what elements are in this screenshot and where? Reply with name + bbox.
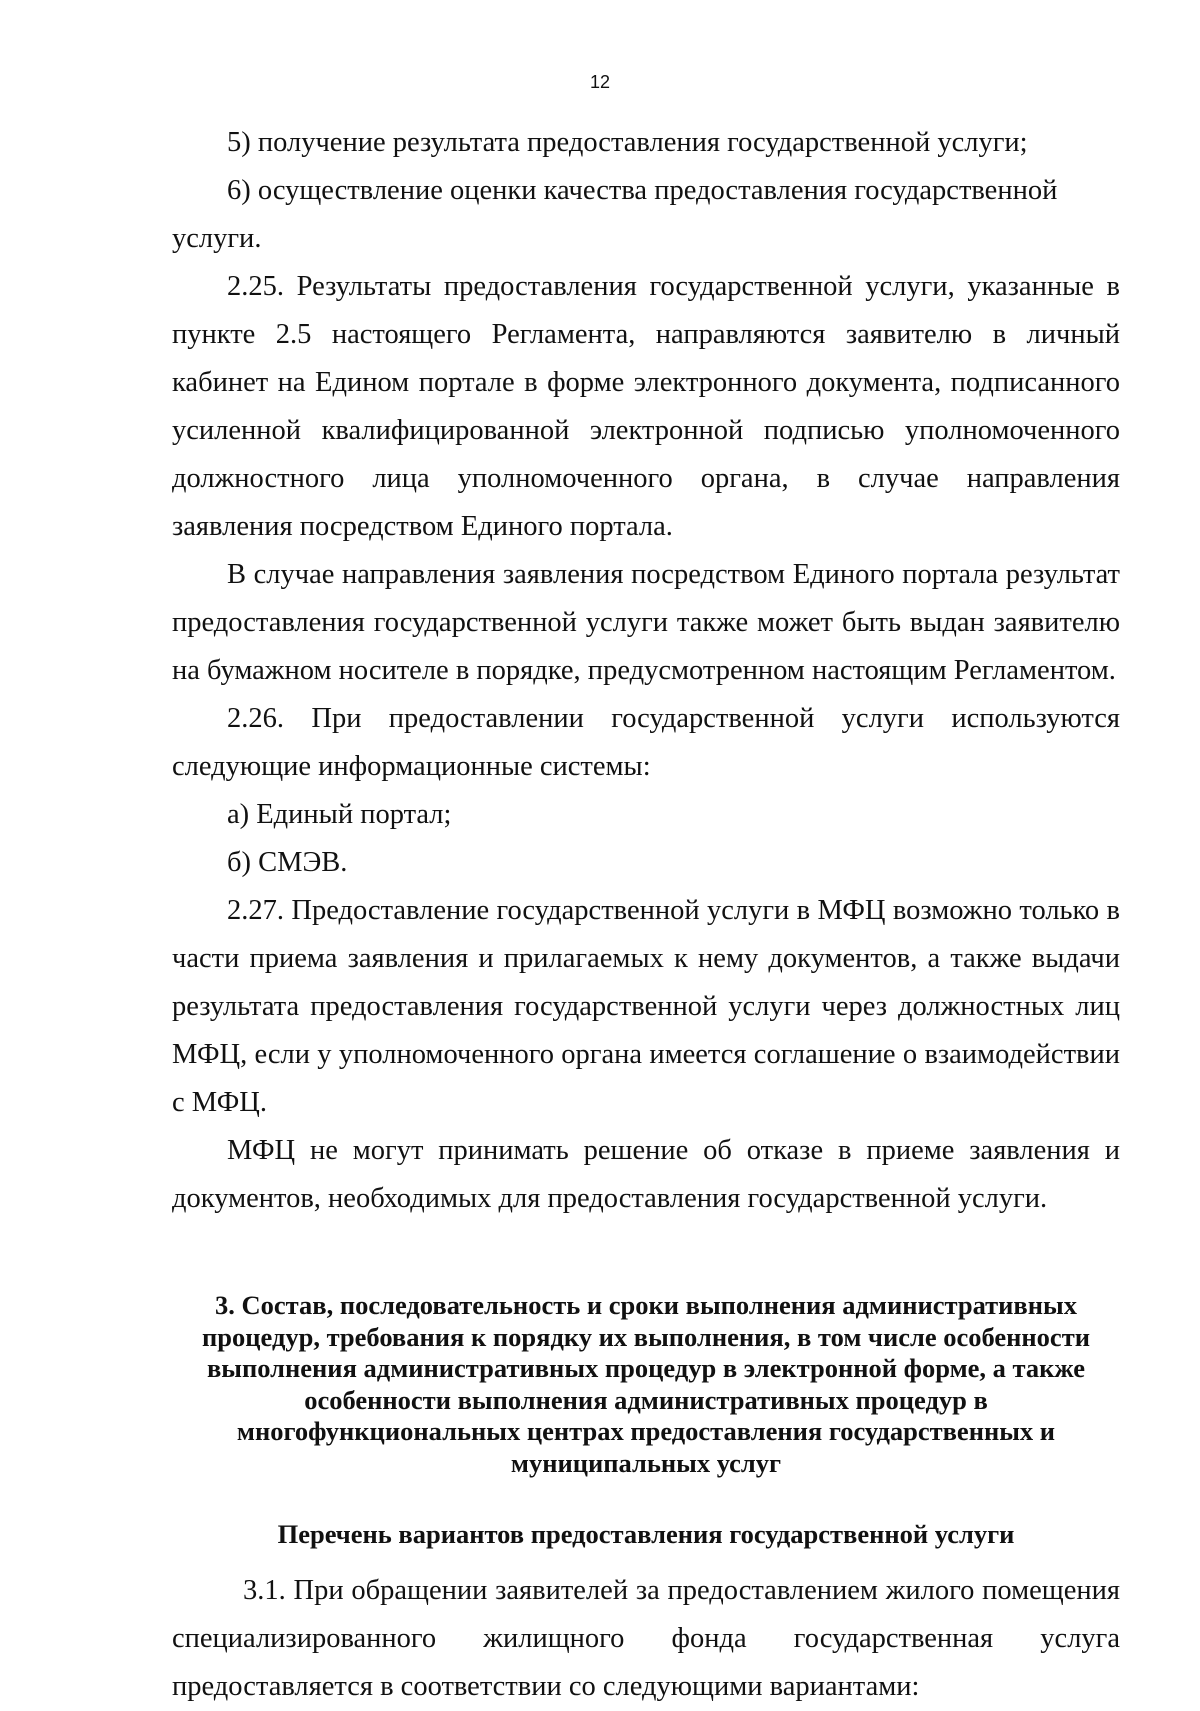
section-heading: 3. Состав, последовательность и сроки выполнения административных процедур, требования к порядку их выполнения, в том числе особенности выполнения административных процедур в электронной форме, а также особенности выполнения административных процедур в многофункциональных центрах предоставления государственных и муниципальных услуг [202, 1290, 1090, 1478]
section-3-body [172, 1567, 1120, 1711]
document-body [172, 119, 1120, 1711]
paragraph-2-26: 2.26. При предоставлении государственной услуги используются следующие информационные системы: [172, 703, 1120, 782]
subsection-heading: Перечень вариантов предоставления государственной услуги [277, 1519, 1015, 1549]
page-number: 12 [589, 72, 611, 92]
paragraph-item-a: а) Единый портал; [227, 799, 452, 830]
paragraph-item-5: 5) получение результата предоставления государственной услуги; [227, 127, 1028, 158]
paragraph-2-27: 2.27. Предоставление государственной услуги в МФЦ возможно только в части приема заявления и прилагаемых к нему документов, а также выдачи результата предоставления государственной услуги через должностных лиц МФЦ, если у уполномоченного органа имеется соглашение о взаимодействии с МФЦ. [172, 895, 1120, 1118]
paragraph-mfc-refusal: МФЦ не могут принимать решение об отказе в приеме заявления и документов, необходимых для предоставления государственной услуги. [172, 1135, 1120, 1214]
paragraph-3-1: 3.1. При обращении заявителей за предоставлением жилого помещения специализированного жилищного фонда государственная услуга предоставляется в соответствии со следующими вариантами: [172, 1575, 1120, 1702]
paragraph-2-25: 2.25. Результаты предоставления государственной услуги, указанные в пункте 2.5 настоящего Регламента, направляются заявителю в личный кабинет на Едином портале в форме электронного документа, подписанного усиленной квалифицированной электронной подписью уполномоченного должностного лица уполномоченного органа, в случае направления заявления посредством Единого портала. [172, 271, 1120, 542]
paragraph-item-b: б) СМЭВ. [227, 847, 348, 878]
paragraph-single-portal-result: В случае направления заявления посредством Единого портала результат предоставления государственной услуги также может быть выдан заявителю на бумажном носителе в порядке, предусмотренном настоящим Регламентом. [172, 559, 1120, 686]
paragraph-item-6: 6) осуществление оценки качества предоставления государственной услуги. [172, 175, 1058, 254]
